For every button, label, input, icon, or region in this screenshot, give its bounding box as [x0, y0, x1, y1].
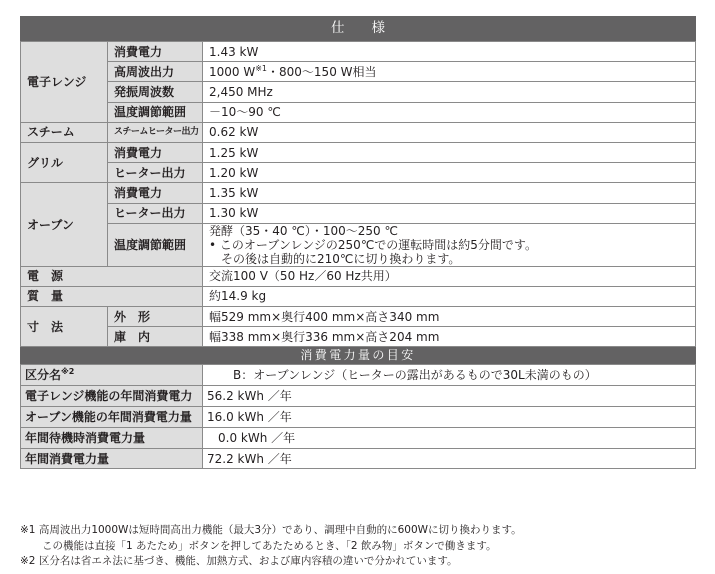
class-value: B：オーブンレンジ（ヒーターの露出があるもので30L未満のもの） [203, 365, 696, 386]
energy-title: 消費電力量の目安 [300, 348, 416, 363]
table-row [21, 142, 696, 162]
sub-label: 発振周波数 [108, 82, 203, 102]
sub-label: ヒーター出力 [108, 163, 203, 183]
table-row [21, 448, 696, 469]
value-cell: 1.25 kW [203, 142, 696, 162]
dims-label: 寸 法 [21, 307, 108, 347]
sub-label: 温度調節範囲 [108, 102, 203, 122]
value-cell: 1000 $W^{※1}$・800～150 W相当 [203, 62, 696, 82]
value-cell: 1.35 kW [203, 183, 696, 203]
value-cell: 2,450 MHz [203, 82, 696, 102]
table-row [21, 183, 696, 203]
table-row [21, 42, 696, 62]
sub-label: 温度調節範囲 [108, 223, 203, 266]
value-cell: 0.62 kW [203, 122, 696, 142]
energy-label: オーブン機能の年間消費電力量 [21, 407, 203, 428]
energy-label: 年間待機時消費電力量 [21, 427, 203, 448]
energy-label: 年間消費電力量 [21, 448, 203, 469]
microwave-label: 電子レンジ [21, 42, 108, 123]
value-cell: 交流100 V（50 Hz／60 Hz共用） [203, 266, 696, 286]
table-row [21, 386, 696, 407]
value-cell: 1.43 kW [203, 42, 696, 62]
grill-label: グリル [21, 142, 108, 182]
mass-label: 質 量 [21, 286, 203, 306]
sub-label: 消費電力 [108, 183, 203, 203]
sub-label: ヒーター出力 [108, 203, 203, 223]
spec-title-banner [20, 16, 696, 41]
table-row [21, 122, 696, 142]
value-cell [203, 223, 696, 266]
class-label: 区分名$^{※2}$ [21, 365, 203, 386]
table-row [21, 427, 696, 448]
sub-label: 消費電力 [108, 42, 203, 62]
table-row [21, 203, 696, 223]
value-cell: 約14.9 kg [203, 286, 696, 306]
sub-label: 庫 内 [108, 327, 203, 347]
energy-value: 56.2 kWh ／年 [203, 386, 696, 407]
energy-value: 0.0 kWh ／年 [203, 427, 696, 448]
table-row [21, 163, 696, 183]
table-row [21, 327, 696, 347]
table-row [21, 266, 696, 286]
spec-table [20, 41, 696, 347]
value-cell: －10～90 ℃ [203, 102, 696, 122]
footnote-1: ※1 高周波出力1000Wは短時間高出力機能（最大3分）であり、調理中自動的に600Wに切り換わります。 [20, 524, 522, 536]
table-row [21, 407, 696, 428]
footnote-2: ※2 区分名は省エネ法に基づき、機能、加熱方式、および庫内容積の違いで分かれています。 [20, 555, 458, 567]
table-row [21, 102, 696, 122]
table-row [21, 365, 696, 386]
oven-temp-note: • このオーブンレンジの250℃での運転時間は約5分間です。 [209, 237, 537, 252]
oven-temp-note-cont: その後は自動的に210℃に切り換わります。 [221, 251, 461, 266]
value-cell: 幅338 mm×奥行336 mm×高さ204 mm [203, 327, 696, 347]
energy-table [20, 364, 696, 469]
energy-value: 16.0 kWh ／年 [203, 407, 696, 428]
sub-label: 高周波出力 [108, 62, 203, 82]
steam-label: スチーム [21, 122, 108, 142]
value-cell: 1.20 kW [203, 163, 696, 183]
oven-temp-range: 発酵（35・40 ℃）・100～250 ℃ [209, 223, 398, 238]
table-row [21, 62, 696, 82]
spec-sheet [20, 16, 696, 469]
value-cell: 1.30 kW [203, 203, 696, 223]
footnotes [20, 523, 522, 570]
footnote-mark: ※2 [61, 367, 75, 377]
table-row [21, 307, 696, 327]
value-cell: 幅529 mm×奥行400 mm×高さ340 mm [203, 307, 696, 327]
energy-title-banner [20, 347, 696, 364]
energy-value: 72.2 kWh ／年 [203, 448, 696, 469]
sub-label: 外 形 [108, 307, 203, 327]
footnote-mark: ※1 [255, 63, 268, 73]
sub-label: スチームヒーター出力 [108, 122, 203, 142]
power-source-label: 電 源 [21, 266, 203, 286]
sub-label: 消費電力 [108, 142, 203, 162]
table-row [21, 223, 696, 266]
energy-label: 電子レンジ機能の年間消費電力 [21, 386, 203, 407]
table-row [21, 286, 696, 306]
footnote-1-cont: この機能は直接「1 あたため」ボタンを押してあたためるとき、「2 飲み物」ボタンで働きます。 [42, 539, 497, 552]
oven-label: オーブン [21, 183, 108, 266]
spec-title: 仕 様 [331, 20, 392, 36]
table-row [21, 82, 696, 102]
